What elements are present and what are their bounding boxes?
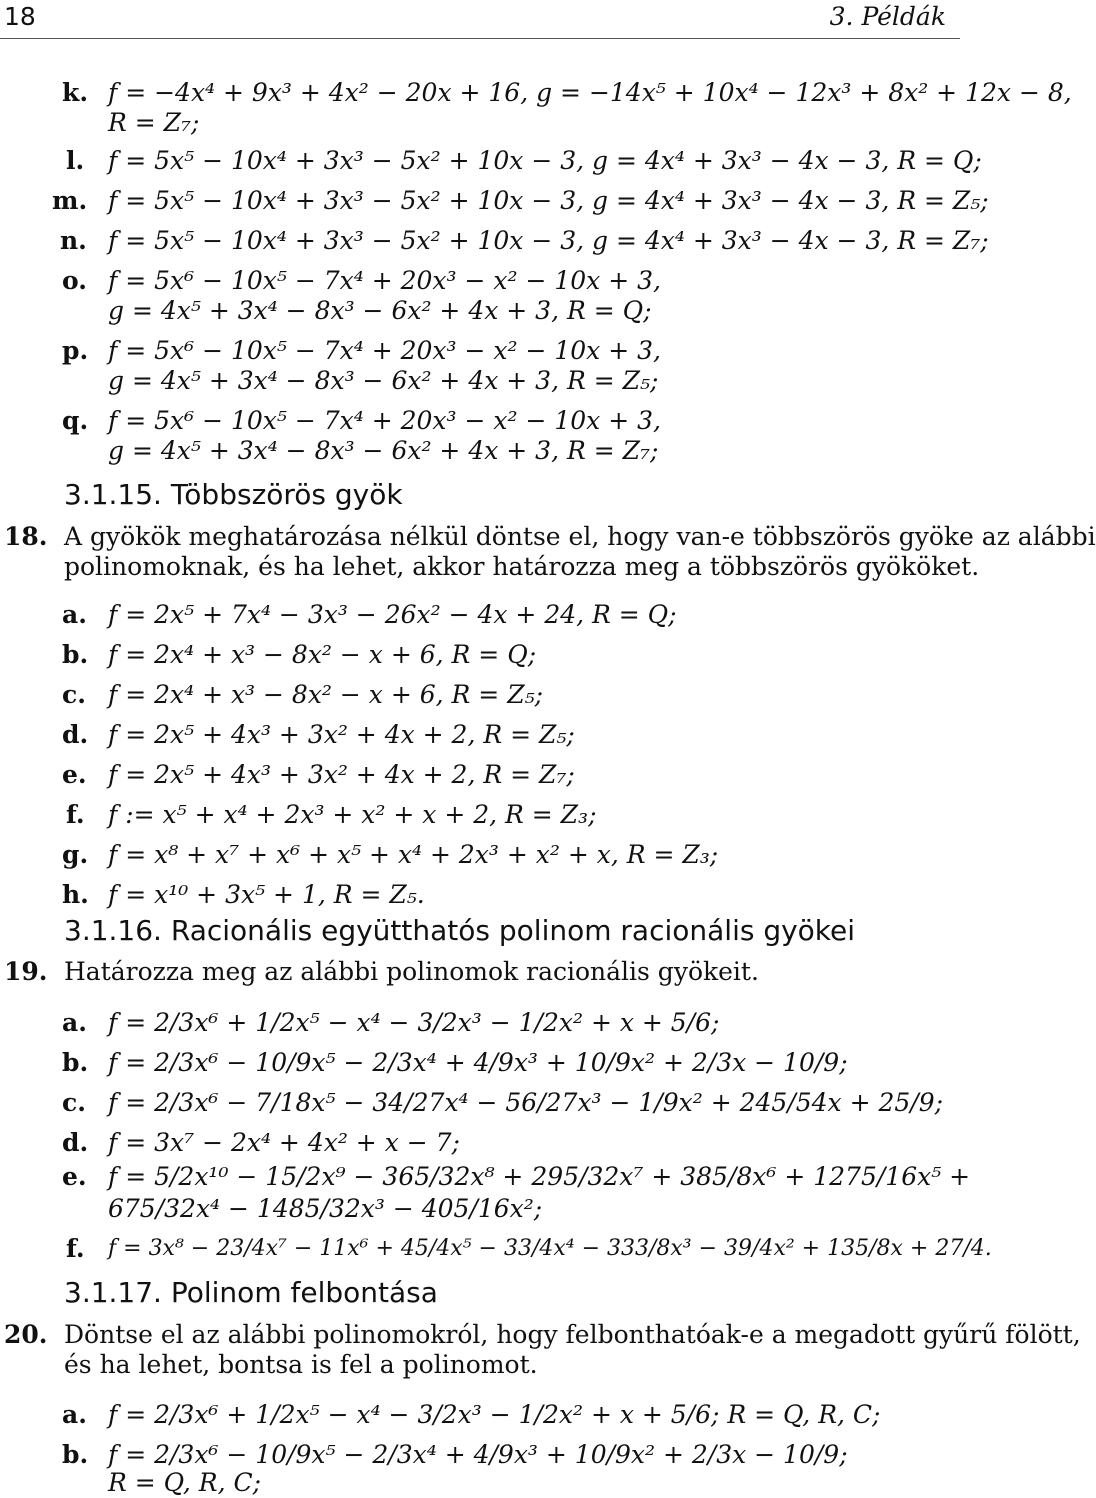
item-label: e.: [62, 760, 87, 789]
item-label: n.: [60, 226, 87, 255]
exercise-text: Döntse el az alábbi polinomokról, hogy felbonthatóak-e a megadott gyűrű fölött,: [64, 1320, 1081, 1349]
section-title: 3.1.16. Racionális együtthatós polinom racionális gyökei: [64, 914, 856, 947]
item-label: b.: [62, 1440, 89, 1469]
header-rule: [0, 38, 960, 39]
item-text: f = 5/2x¹⁰ − 15/2x⁹ − 365/32x⁸ + 295/32x⁷ + 385/8x⁶ + 1275/16x⁵ +: [108, 1162, 971, 1191]
item-text: f = 2x⁵ + 4x³ + 3x² + 4x + 2, R = Z₅;: [108, 720, 575, 749]
item-text: g = 4x⁵ + 3x⁴ − 8x³ − 6x² + 4x + 3, R = Z₇;: [108, 436, 659, 465]
item-label: b.: [62, 1048, 89, 1077]
item-label: f.: [66, 1234, 85, 1263]
item-text: f = 2/3x⁶ + 1/2x⁵ − x⁴ − 3/2x³ − 1/2x² + x + 5/6; R = Q, R, C;: [108, 1400, 881, 1429]
section-title: 3.1.15. Többszörös gyök: [64, 478, 403, 511]
item-text: f = 5x⁵ − 10x⁴ + 3x³ − 5x² + 10x − 3, g = 4x⁴ + 3x³ − 4x − 3, R = Z₅;: [108, 186, 989, 215]
item-label: c.: [62, 1088, 86, 1117]
item-label: f.: [66, 800, 85, 829]
item-text: f = 5x⁵ − 10x⁴ + 3x³ − 5x² + 10x − 3, g = 4x⁴ + 3x³ − 4x − 3, R = Z₇;: [108, 226, 989, 255]
item-text: f = x¹⁰ + 3x⁵ + 1, R = Z₅.: [108, 880, 425, 909]
item-label: d.: [62, 720, 89, 749]
exercise-number: 18.: [4, 522, 48, 551]
item-label: o.: [62, 266, 87, 295]
item-text: f = 5x⁶ − 10x⁵ − 7x⁴ + 20x³ − x² − 10x + 3,: [108, 406, 661, 435]
section-title: 3.1.17. Polinom felbontása: [64, 1276, 438, 1309]
exercise-text: A gyökök meghatározása nélkül döntse el, hogy van-e többszörös gyöke az alábbi: [64, 522, 1096, 551]
item-text: f = 2x⁴ + x³ − 8x² − x + 6, R = Q;: [108, 640, 537, 669]
item-text: f = 5x⁶ − 10x⁵ − 7x⁴ + 20x³ − x² − 10x + 3,: [108, 336, 661, 365]
item-label: k.: [62, 78, 89, 107]
item-text: f = 2x⁴ + x³ − 8x² − x + 6, R = Z₅;: [108, 680, 544, 709]
item-label: g.: [62, 840, 89, 869]
item-label: a.: [62, 1008, 87, 1037]
item-text: f := x⁵ + x⁴ + 2x³ + x² + x + 2, R = Z₃;: [108, 800, 597, 829]
item-text: f = 2x⁵ + 7x⁴ − 3x³ − 26x² − 4x + 24, R = Q;: [108, 600, 677, 629]
item-label: c.: [62, 680, 86, 709]
exercise-text: polinomoknak, és ha lehet, akkor határozza meg a többszörös gyököket.: [64, 552, 980, 581]
exercise-text: és ha lehet, bontsa is fel a polinomot.: [64, 1350, 538, 1379]
item-text: f = 3x⁷ − 2x⁴ + 4x² + x − 7;: [108, 1128, 460, 1157]
item-label: b.: [62, 640, 89, 669]
item-text: f = 2/3x⁶ − 10/9x⁵ − 2/3x⁴ + 4/9x³ + 10/9x² + 2/3x − 10/9;: [108, 1440, 848, 1469]
item-label: p.: [62, 336, 89, 365]
exercise-text: Határozza meg az alábbi polinomok racionális gyökeit.: [64, 957, 759, 986]
item-label: q.: [62, 406, 89, 435]
item-text: R = Z₇;: [108, 108, 200, 137]
exercise-number: 20.: [4, 1320, 48, 1349]
item-text: 675/32x⁴ − 1485/32x³ − 405/16x²;: [108, 1194, 543, 1223]
item-label: m.: [52, 186, 88, 215]
page-number: 18: [4, 2, 36, 31]
item-text: f = 2/3x⁶ + 1/2x⁵ − x⁴ − 3/2x³ − 1/2x² + x + 5/6;: [108, 1008, 720, 1037]
item-label: e.: [62, 1162, 87, 1191]
item-label: h.: [62, 880, 89, 909]
item-label: a.: [62, 600, 87, 629]
item-label: l.: [66, 146, 85, 175]
item-label: d.: [62, 1128, 89, 1157]
item-text: f = −4x⁴ + 9x³ + 4x² − 20x + 16, g = −14x⁵ + 10x⁴ − 12x³ + 8x² + 12x − 8,: [108, 78, 1072, 107]
exercise-number: 19.: [4, 957, 48, 986]
item-text: f = x⁸ + x⁷ + x⁶ + x⁵ + x⁴ + 2x³ + x² + x, R = Z₃;: [108, 840, 719, 869]
chapter-title: 3. Példák: [829, 2, 946, 31]
item-text: R = Q, R, C;: [108, 1468, 262, 1497]
item-text: f = 2/3x⁶ − 10/9x⁵ − 2/3x⁴ + 4/9x³ + 10/9x² + 2/3x − 10/9;: [108, 1048, 848, 1077]
item-text: g = 4x⁵ + 3x⁴ − 8x³ − 6x² + 4x + 3, R = Q;: [108, 296, 652, 325]
item-text: g = 4x⁵ + 3x⁴ − 8x³ − 6x² + 4x + 3, R = Z₅;: [108, 366, 659, 395]
item-text: f = 2/3x⁶ − 7/18x⁵ − 34/27x⁴ − 56/27x³ − 1/9x² + 245/54x + 25/9;: [108, 1088, 944, 1117]
item-text: f = 3x⁸ − 23/4x⁷ − 11x⁶ + 45/4x⁵ − 33/4x⁴ − 333/8x³ − 39/4x² + 135/8x + 27/4.: [108, 1236, 992, 1261]
item-label: a.: [62, 1400, 87, 1429]
item-text: f = 2x⁵ + 4x³ + 3x² + 4x + 2, R = Z₇;: [108, 760, 575, 789]
item-text: f = 5x⁵ − 10x⁴ + 3x³ − 5x² + 10x − 3, g = 4x⁴ + 3x³ − 4x − 3, R = Q;: [108, 146, 982, 175]
item-text: f = 5x⁶ − 10x⁵ − 7x⁴ + 20x³ − x² − 10x + 3,: [108, 266, 661, 295]
